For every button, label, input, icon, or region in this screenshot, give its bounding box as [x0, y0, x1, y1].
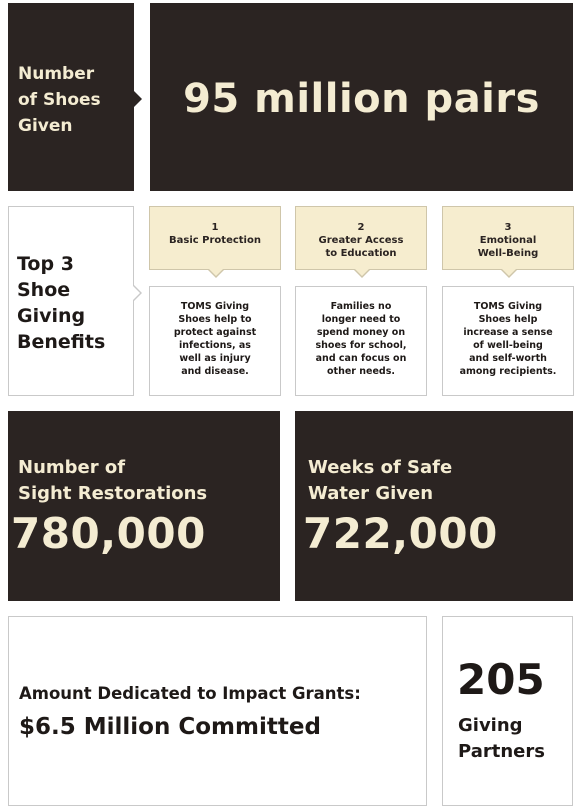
benefit-desc-line: among recipients.	[459, 366, 557, 377]
benefit-header-1	[149, 206, 281, 270]
benefit-desc-line: Shoes help to	[178, 314, 252, 325]
shoes-given-label-panel	[8, 3, 134, 191]
benefits-label-line: Top 3	[17, 253, 74, 275]
sight-restorations-panel	[8, 411, 280, 601]
impact-grants-label: Amount Dedicated to Impact Grants:	[19, 684, 361, 703]
benefit-header-2	[295, 206, 427, 270]
benefit-desc-line: and can focus on	[315, 353, 407, 364]
benefits-label-line: Benefits	[17, 331, 106, 353]
benefit-desc-line: Shoes help	[478, 314, 538, 325]
water-label-line: Water Given	[308, 483, 434, 504]
shoes-given-value: 95 million pairs	[183, 76, 540, 122]
benefit-title: to Education	[325, 248, 397, 259]
sight-label-line: Sight Restorations	[18, 483, 208, 504]
benefit-desc-line: well as injury	[179, 353, 251, 364]
sight-label-line: Number of	[18, 457, 126, 478]
benefit-desc-line: Families no	[330, 301, 392, 312]
benefit-desc-line: longer need to	[321, 314, 401, 325]
benefit-desc-line: protect against	[173, 327, 257, 338]
benefits-label-line: Shoe	[17, 279, 71, 301]
benefit-description-3	[442, 286, 574, 396]
pointer-arrow	[134, 91, 142, 107]
benefit-title: Basic Protection	[169, 235, 261, 246]
benefit-desc-line: and disease.	[181, 366, 249, 377]
benefit-desc-line: infections, as	[179, 340, 251, 351]
benefit-title: Emotional	[479, 235, 537, 246]
giving-partners-panel	[442, 616, 573, 806]
sight-restorations-value: 780,000	[11, 509, 206, 558]
benefit-title: Greater Access	[318, 235, 404, 246]
benefit-desc-line: increase a sense	[463, 327, 553, 338]
pointer-arrow-fill	[208, 268, 224, 276]
benefit-desc-line: of well-being	[473, 340, 543, 351]
benefit-title: Well-Being	[477, 248, 539, 259]
benefit-header-3	[442, 206, 574, 270]
benefit-desc-line: shoes for school,	[315, 340, 407, 351]
benefit-number: 3	[504, 222, 512, 233]
benefit-desc-line: and self-worth	[469, 353, 547, 364]
benefit-desc-line: other needs.	[327, 366, 395, 377]
shoes-given-value-panel	[150, 3, 573, 191]
benefit-desc-line: TOMS Giving	[473, 301, 543, 312]
benefit-number: 2	[357, 222, 365, 233]
water-label-line: Weeks of Safe	[308, 457, 453, 478]
shoes-label-line: of Shoes	[18, 90, 101, 110]
benefit-description-2	[295, 286, 427, 396]
shoes-label-line: Given	[18, 116, 73, 136]
benefit-description-1	[149, 286, 281, 396]
impact-grants-value: $6.5 Million Committed	[19, 714, 321, 740]
giving-partners-count: 205	[457, 655, 545, 704]
pointer-arrow-fill	[354, 268, 370, 276]
partners-label-line: Partners	[458, 741, 545, 762]
benefit-number: 1	[211, 222, 219, 233]
shoes-label-line: Number	[18, 64, 95, 84]
benefit-desc-line: spend money on	[316, 327, 406, 338]
pointer-arrow-fill	[132, 285, 140, 301]
benefits-label-line: Giving	[17, 305, 86, 327]
impact-grants-panel	[8, 616, 427, 806]
safe-water-value: 722,000	[303, 509, 498, 558]
partners-label-line: Giving	[458, 715, 523, 736]
safe-water-panel	[295, 411, 573, 601]
pointer-arrow-fill	[501, 268, 517, 276]
benefits-label-panel	[8, 206, 134, 396]
benefit-desc-line: TOMS Giving	[180, 301, 250, 312]
